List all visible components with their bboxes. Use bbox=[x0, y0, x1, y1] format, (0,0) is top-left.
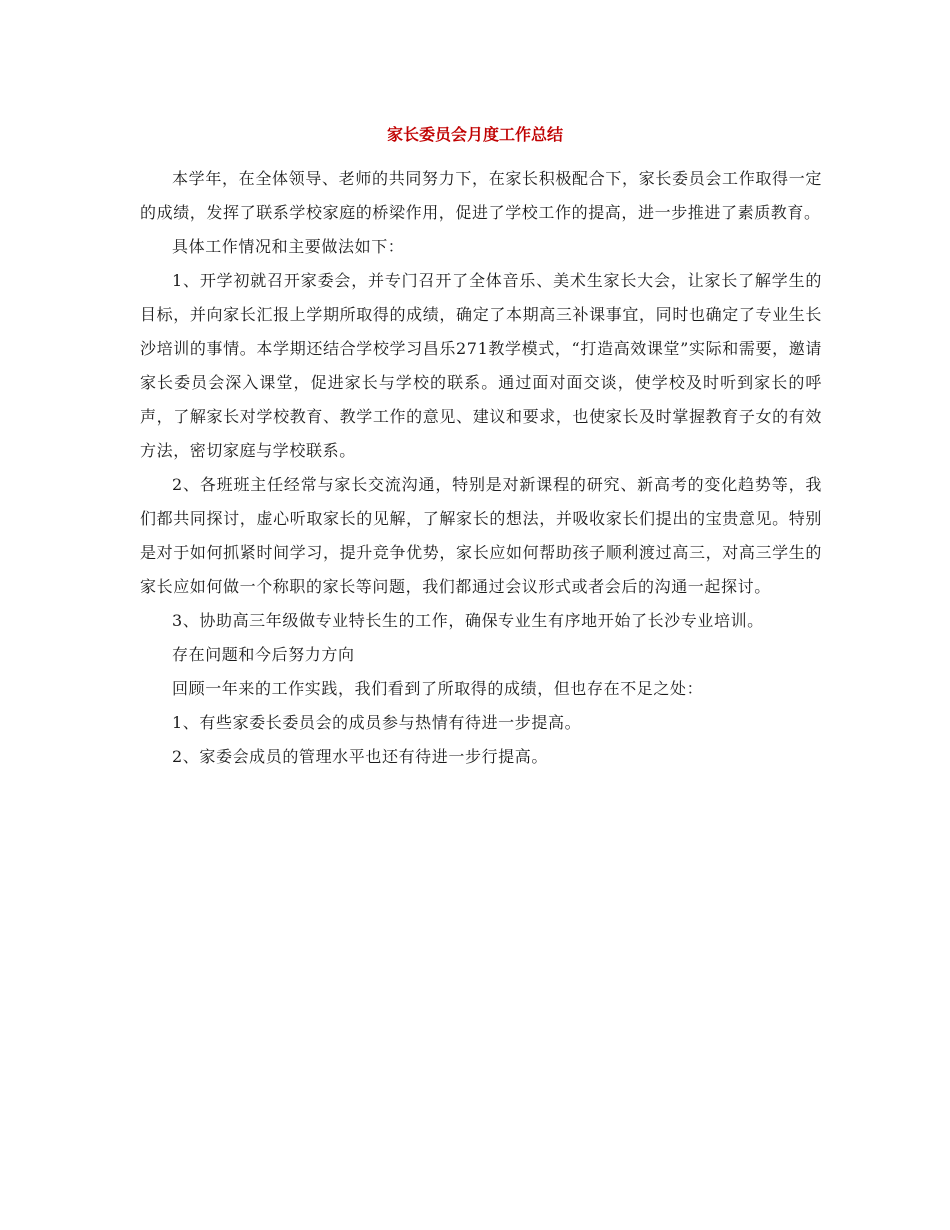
document-body bbox=[140, 162, 822, 774]
paragraph-item-2: 2、各班班主任经常与家长交流沟通，特别是对新课程的研究、新高考的变化趋势等，我们都共同探讨，虚心听取家长的见解，了解家长的想法，并吸收家长们提出的宝贵意见。特别是对于如何抓紧时间学习，提升竞争优势，家长应如何帮助孩子顺利渡过高三，对高三学生的家长应如何做一个称职的家长等问题，我们都通过会议形式或者会后的沟通一起探讨。 bbox=[140, 475, 822, 596]
paragraph-problems-heading: 存在问题和今后努力方向 bbox=[172, 645, 355, 664]
paragraph-item-3: 3、协助高三年级做专业特长生的工作，确保专业生有序地开始了长沙专业培训。 bbox=[172, 611, 764, 630]
paragraph-problem-1: 1、有些家委长委员会的成员参与热情有待进一步提高。 bbox=[172, 713, 582, 732]
paragraph-review: 回顾一年来的工作实践，我们看到了所取得的成绩，但也存在不足之处： bbox=[172, 679, 704, 698]
paragraph-item-1: 1、开学初就召开家委会，并专门召开了全体音乐、美术生家长大会，让家长了解学生的目标，并向家长汇报上学期所取得的成绩，确定了本期高三补课事宜，同时也确定了专业生长沙培训的事情。本学期还结合学校学习昌乐271教学模式，“打造高效课堂”实际和需要，邀请家长委员会深入课堂，促进家长与学校的联系。通过面对面交谈，使学校及时听到家长的呼声，了解家长对学校教育、教学工作的意见、建议和要求，也使家长及时掌握教育子女的有效方法，密切家庭与学校联系。 bbox=[140, 271, 822, 460]
paragraph-problem-2: 2、家委会成员的管理水平也还有待进一步行提高。 bbox=[172, 747, 548, 766]
paragraph-intro: 本学年，在全体领导、老师的共同努力下，在家长积极配合下，家长委员会工作取得一定的成绩，发挥了联系学校家庭的桥梁作用，促进了学校工作的提高，进一步推进了素质教育。 bbox=[140, 169, 822, 222]
document-title: 家长委员会月度工作总结 bbox=[386, 125, 563, 144]
paragraph-methods-heading: 具体工作情况和主要做法如下： bbox=[172, 237, 405, 256]
